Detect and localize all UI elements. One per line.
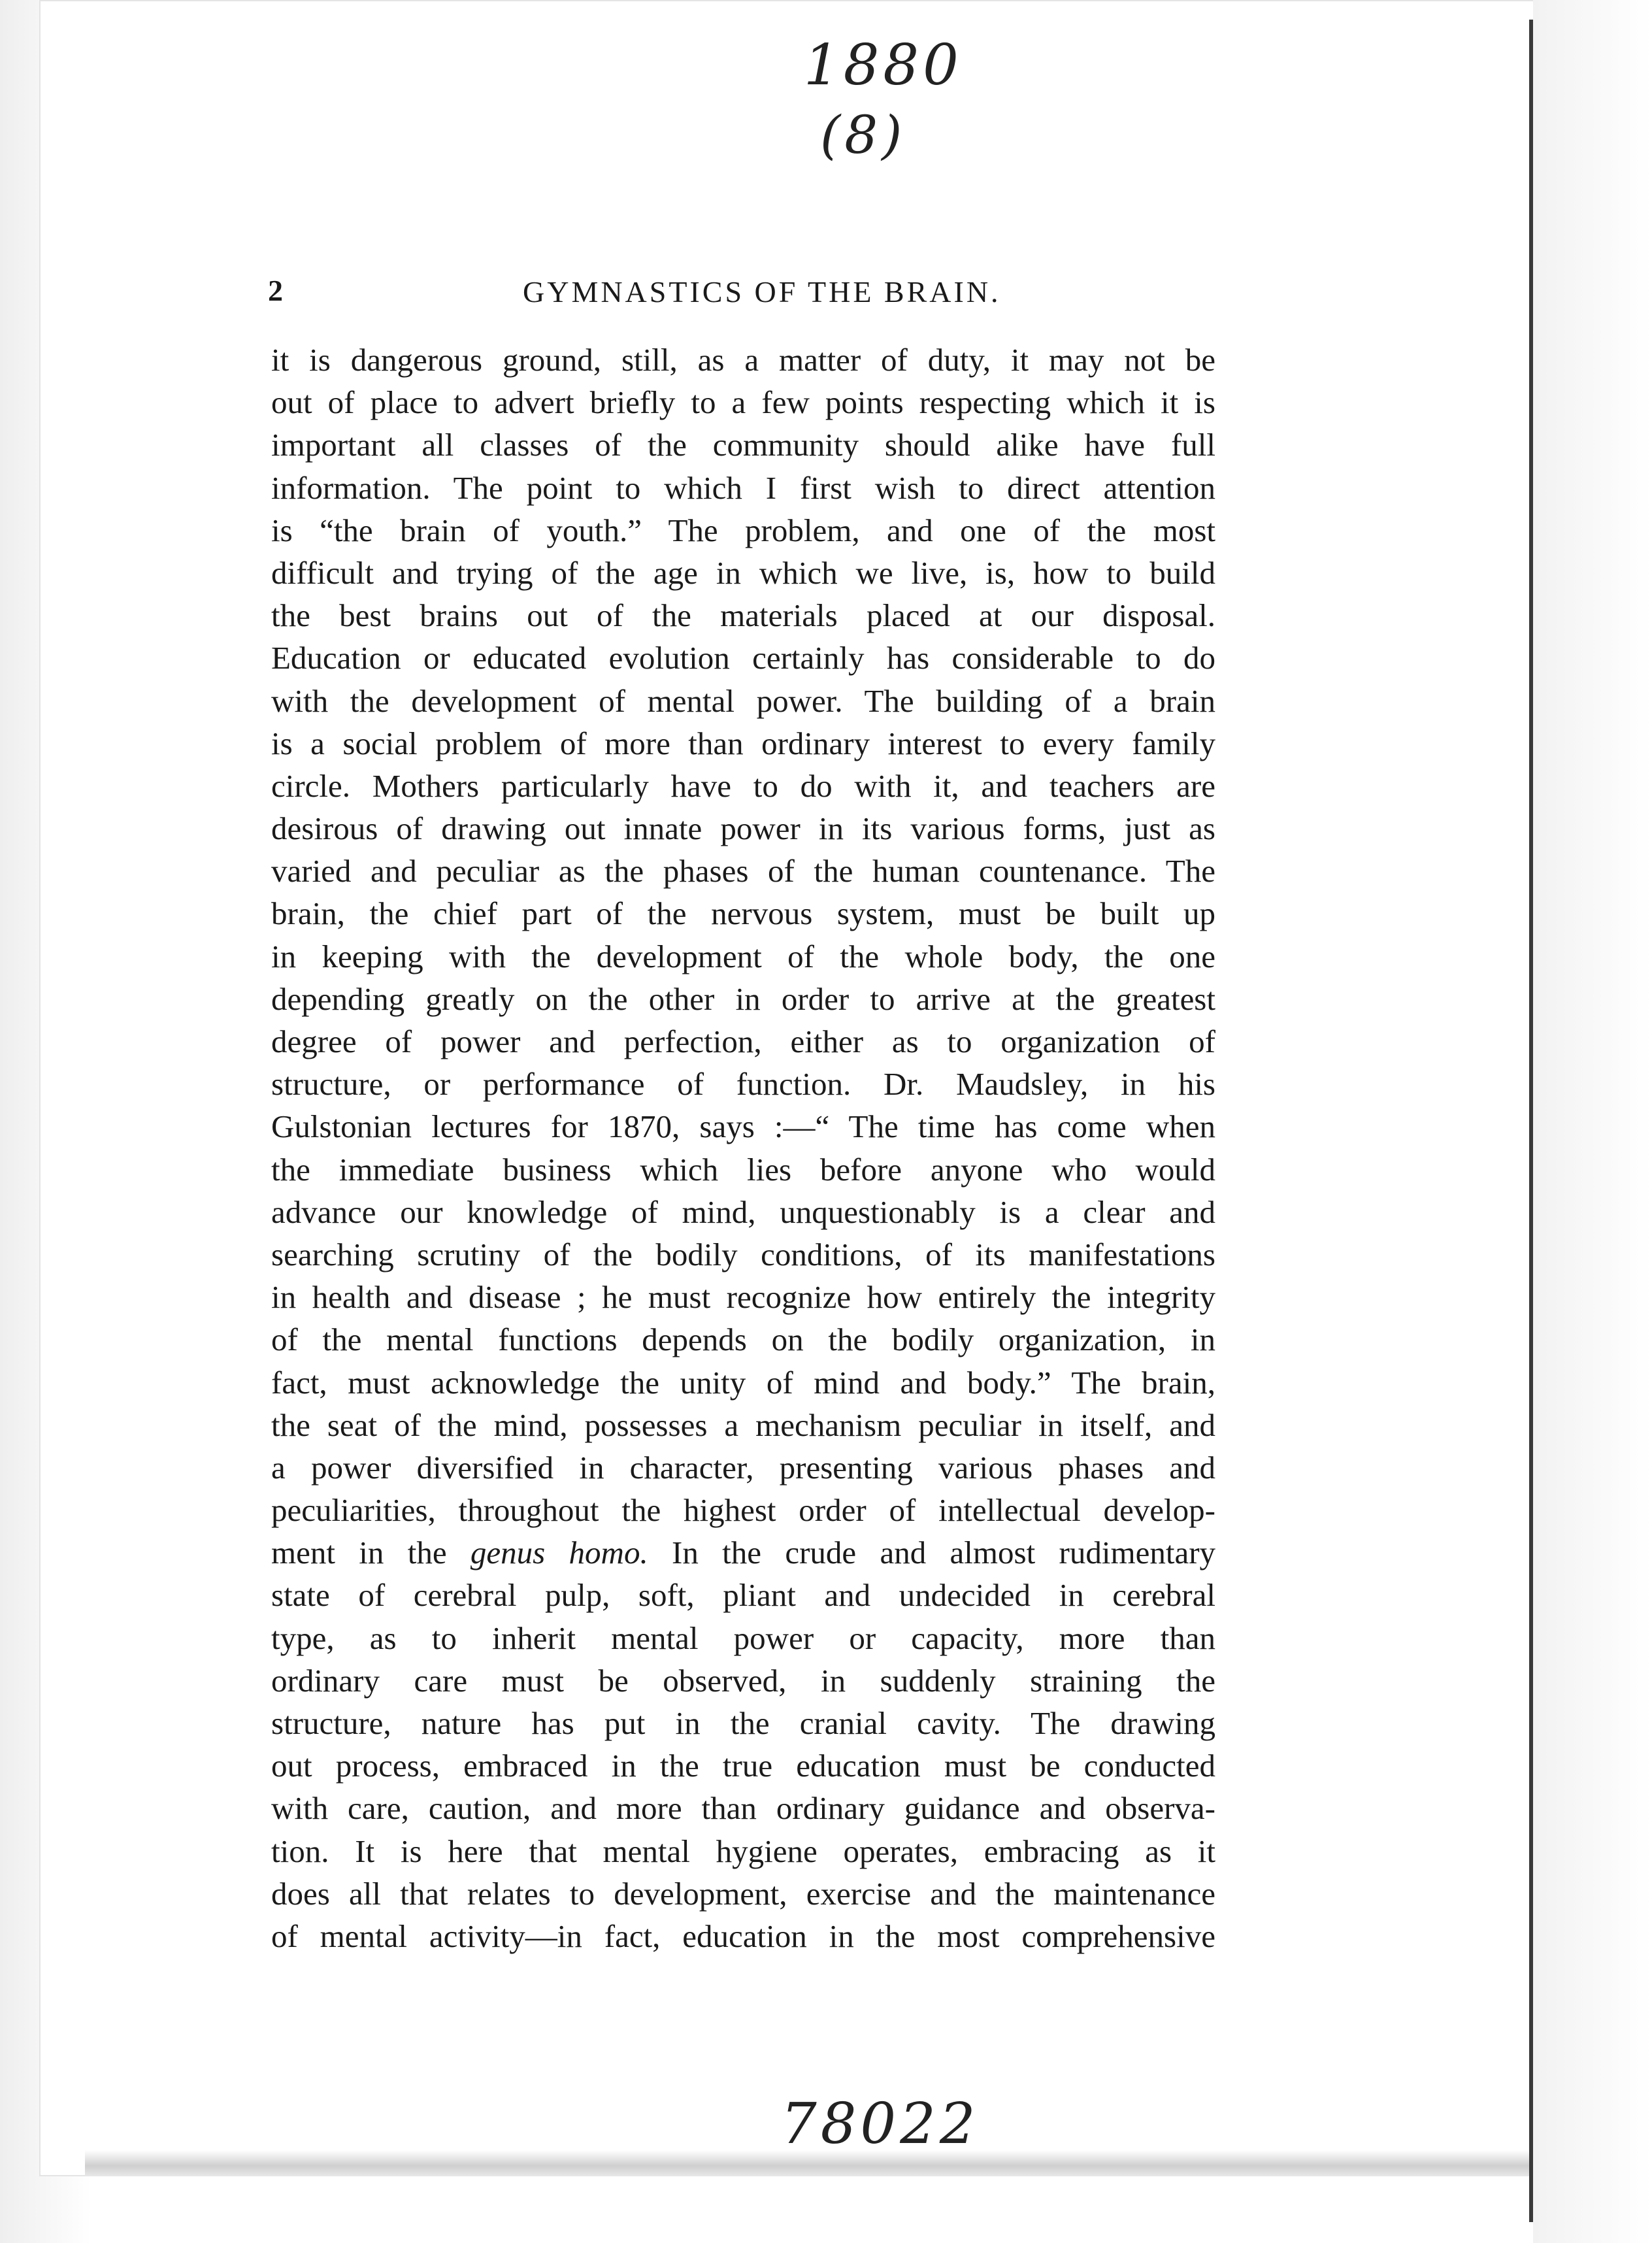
text-line: of the mental functions depends on the bodily organization, in (271, 1321, 1215, 1358)
text-line: advance our knowledge of mind, unquestionably is a clear and (271, 1193, 1215, 1230)
handwritten-year: 1880 (804, 33, 963, 98)
text-line: in keeping with the development of the whole body, the one (271, 938, 1215, 974)
text-line: peculiarities, throughout the highest order of intellectual develop- (271, 1492, 1215, 1529)
text-line: state of cerebral pulp, soft, pliant and undecided in cerebral (271, 1577, 1215, 1614)
handwritten-catalog-number: 78022 (781, 2091, 980, 2157)
text-line: out process, embraced in the true education must be conducted (271, 1748, 1215, 1784)
text-line: it is dangerous ground, still, as a matter of duty, it may not be (271, 342, 1215, 378)
handwritten-number: (8) (820, 105, 906, 165)
text-line-genus-homo (271, 1531, 1215, 1574)
text-segment: In the crude and almost rudimentary (672, 1535, 1216, 1571)
text-line: Gulstonian lectures for 1870, says :—“ The time has come when (271, 1108, 1215, 1145)
running-head: GYMNASTICS OF THE BRAIN. (523, 275, 1001, 308)
page-gutter-line (1529, 20, 1533, 2222)
text-segment: ment in the (271, 1535, 447, 1571)
scan-right-strip (1533, 0, 1652, 2243)
text-line: the seat of the mind, possesses a mechanism peculiar in itself, and (271, 1406, 1215, 1443)
text-line: difficult and trying of the age in which we live, is, how to build (271, 554, 1215, 591)
text-line: degree of power and perfection, either as to organization of (271, 1023, 1215, 1059)
text-line: type, as to inherit mental power or capacity, more than (271, 1620, 1215, 1656)
text-line: is “the brain of youth.” The problem, and one of the most (271, 512, 1215, 548)
text-line: out of place to advert briefly to a few points respecting which it is (271, 384, 1215, 421)
page-number: 2 (268, 274, 283, 307)
text-line: tion. It is here that mental hygiene operates, embracing as it (271, 1833, 1215, 1869)
text-line: structure, nature has put in the cranial cavity. The drawing (271, 1705, 1215, 1741)
italic-term: genus homo. (470, 1535, 648, 1571)
text-line: a power diversified in character, presenting various phases and (271, 1449, 1215, 1486)
text-line: structure, or performance of function. Dr. Maudsley, in his (271, 1066, 1215, 1103)
text-line: fact, must acknowledge the unity of mind and body.” The brain, (271, 1364, 1215, 1401)
text-line: with the development of mental power. The building of a brain (271, 682, 1215, 719)
text-line: important all classes of the community should alike have full (271, 427, 1215, 463)
text-line: does all that relates to development, exercise and the maintenance (271, 1875, 1215, 1912)
text-line: depending greatly on the other in order to arrive at the greatest (271, 980, 1215, 1017)
text-line: ordinary care must be observed, in suddenly straining the (271, 1662, 1215, 1699)
text-line: Education or educated evolution certainly has considerable to do (271, 640, 1215, 676)
text-line: circle. Mothers particularly have to do with it, and teachers are (271, 767, 1215, 804)
text-line: searching scrutiny of the bodily conditions, of its manifestations (271, 1236, 1215, 1272)
text-line: is a social problem of more than ordinary interest to every family (271, 725, 1215, 761)
text-line: the immediate business which lies before anyone who would (271, 1151, 1215, 1188)
text-line: in health and disease ; he must recognize how entirely the integrity (271, 1279, 1215, 1316)
text-line: of mental activity—in fact, education in the most comprehensive (271, 1918, 1215, 1954)
text-line: desirous of drawing out innate power in its various forms, just as (271, 810, 1215, 847)
body-text (271, 339, 1215, 1957)
text-line: brain, the chief part of the nervous system, must be built up (271, 895, 1215, 932)
text-line: information. The point to which I first wish to direct attention (271, 469, 1215, 506)
text-line: the best brains out of the materials placed at our disposal. (271, 597, 1215, 634)
text-line: with care, caution, and more than ordinary guidance and observa- (271, 1790, 1215, 1827)
text-line: varied and peculiar as the phases of the human countenance. The (271, 853, 1215, 889)
